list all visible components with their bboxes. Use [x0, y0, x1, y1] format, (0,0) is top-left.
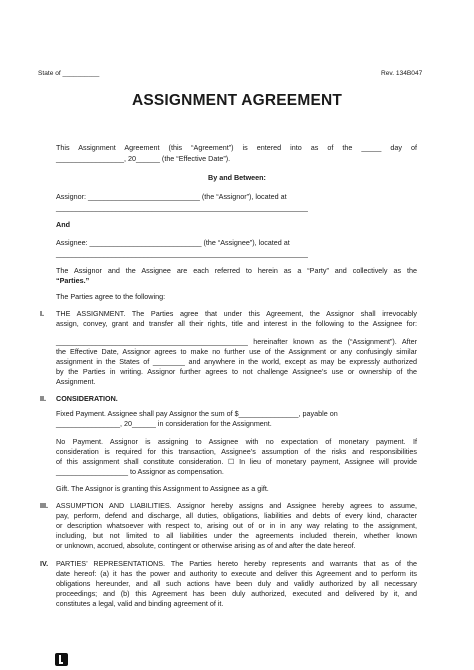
section-3-line-2: pay, perform, defend and discharge, all duties, obligations, liabilities and debts of every kind, character	[56, 511, 417, 520]
intro-line-2: _________________, 20______ (the “Effective Date”).	[56, 154, 231, 163]
gift-line: Gift. The Assignor is granting this Assignment to Assignee as a gift.	[56, 484, 269, 493]
brand-logo-icon	[55, 653, 68, 666]
section-3-line-3: or description whatsoever with respect to, arising out of or in in any way relating to the assignment,	[56, 521, 417, 530]
section-4-line-2: date hereof: (a) it has the power and authority to execute and deliver this Agreement and to perform its	[56, 569, 417, 578]
assignor-address-blank: _______________________________________________________________	[56, 203, 308, 212]
state-header: State of __________	[38, 70, 100, 77]
section-3-line-5: or unknown, accrued, absolute, contingent or otherwise arising as of and after the date hereof.	[56, 541, 356, 550]
section-4-line-4: proceedings; and (b) this Agreement has been duly authorized, executed and delivered by it, and	[56, 589, 417, 598]
section-3-line-4: including, but not limited to all liabilities under the agreements included therein, whether known	[56, 531, 417, 540]
and-label: And	[56, 220, 70, 229]
section-1-number: I.	[40, 309, 44, 318]
section-3-number: III.	[40, 501, 48, 510]
section-1-line-2: assign, convey, grant and transfer all their rights, title and interest in the following to the Assignee for:	[56, 319, 417, 328]
no-payment-line-3: of this assignment shall constitute consideration. ☐ In lieu of monetary payment, Assignee will provide	[56, 457, 417, 466]
no-payment-line-4: __________________ to Assignor as compensation.	[56, 467, 224, 476]
parties-line-1: The Assignor and the Assignee are each referred to herein as a “Party” and collectively as the	[56, 266, 417, 275]
fixed-payment-line-1: Fixed Payment. Assignee shall pay Assignor the sum of $_______________, payable on	[56, 409, 338, 418]
section-1-line-7: Assignment.	[56, 377, 96, 386]
intro-line-1: This Assignment Agreement (this “Agreement”) is entered into as of the _____ day of	[56, 143, 417, 152]
agree-text: The Parties agree to the following:	[56, 292, 166, 301]
section-1-line-1: THE ASSIGNMENT. The Parties agree that under this Agreement, the Assignor shall irrevocably	[56, 309, 417, 318]
revision-number: Rev. 134B047	[381, 70, 423, 77]
section-4-number: IV.	[40, 559, 49, 568]
fixed-payment-line-2: ________________, 20______ in consideration for the Assignment.	[56, 419, 272, 428]
document-title: ASSIGNMENT AGREEMENT	[131, 92, 343, 109]
section-3-line-1: ASSUMPTION AND LIABILITIES. Assignor hereby assigns and Assignee hereby agrees to assume,	[56, 501, 417, 510]
assignee-line: Assignee: ____________________________ (the “Assignee”), located at	[56, 238, 290, 247]
by-and-between-heading: By and Between:	[208, 173, 266, 182]
section-2-number: II.	[40, 394, 46, 403]
parties-line-2: “Parties.”	[56, 276, 90, 285]
section-4-line-3: obligations hereunder, and all such actions have been duly and validly authorized by all necessary	[56, 579, 417, 588]
section-4-line-5: constitutes a legal, valid and binding agreement of it.	[56, 599, 224, 608]
section-1-line-6: by the Parties in writing. Assignor further agrees to not challenge Assignee’s use or ownership of the	[56, 367, 417, 376]
no-payment-line-1: No Payment. Assignor is assigning to Assignee with no expectation of monetary payment. If	[56, 437, 417, 446]
section-2-heading: CONSIDERATION.	[56, 394, 118, 403]
assignee-address-blank: _______________________________________________________________	[56, 249, 308, 258]
section-1-line-4: the Effective Date, Assignor agrees to make no further use of the Assignment or any confusingly similar	[56, 347, 417, 356]
assignor-line: Assignor: ____________________________ (the “Assignor”), located at	[56, 192, 287, 201]
section-4-line-1: PARTIES’ REPRESENTATIONS. The Parties hereto hereby represents and warrants that as of the	[56, 559, 417, 568]
section-1-line-5: assignment in the States of ________ and anywhere in the world, except as may be expressly authorized	[56, 357, 417, 366]
section-1-line-3: ________________________________________________ hereinafter known as the (“Assignment”). After	[56, 337, 417, 346]
no-payment-line-2: consideration is required for this transaction, Assignee’s assumption of the risks and responsibilities	[56, 447, 417, 456]
